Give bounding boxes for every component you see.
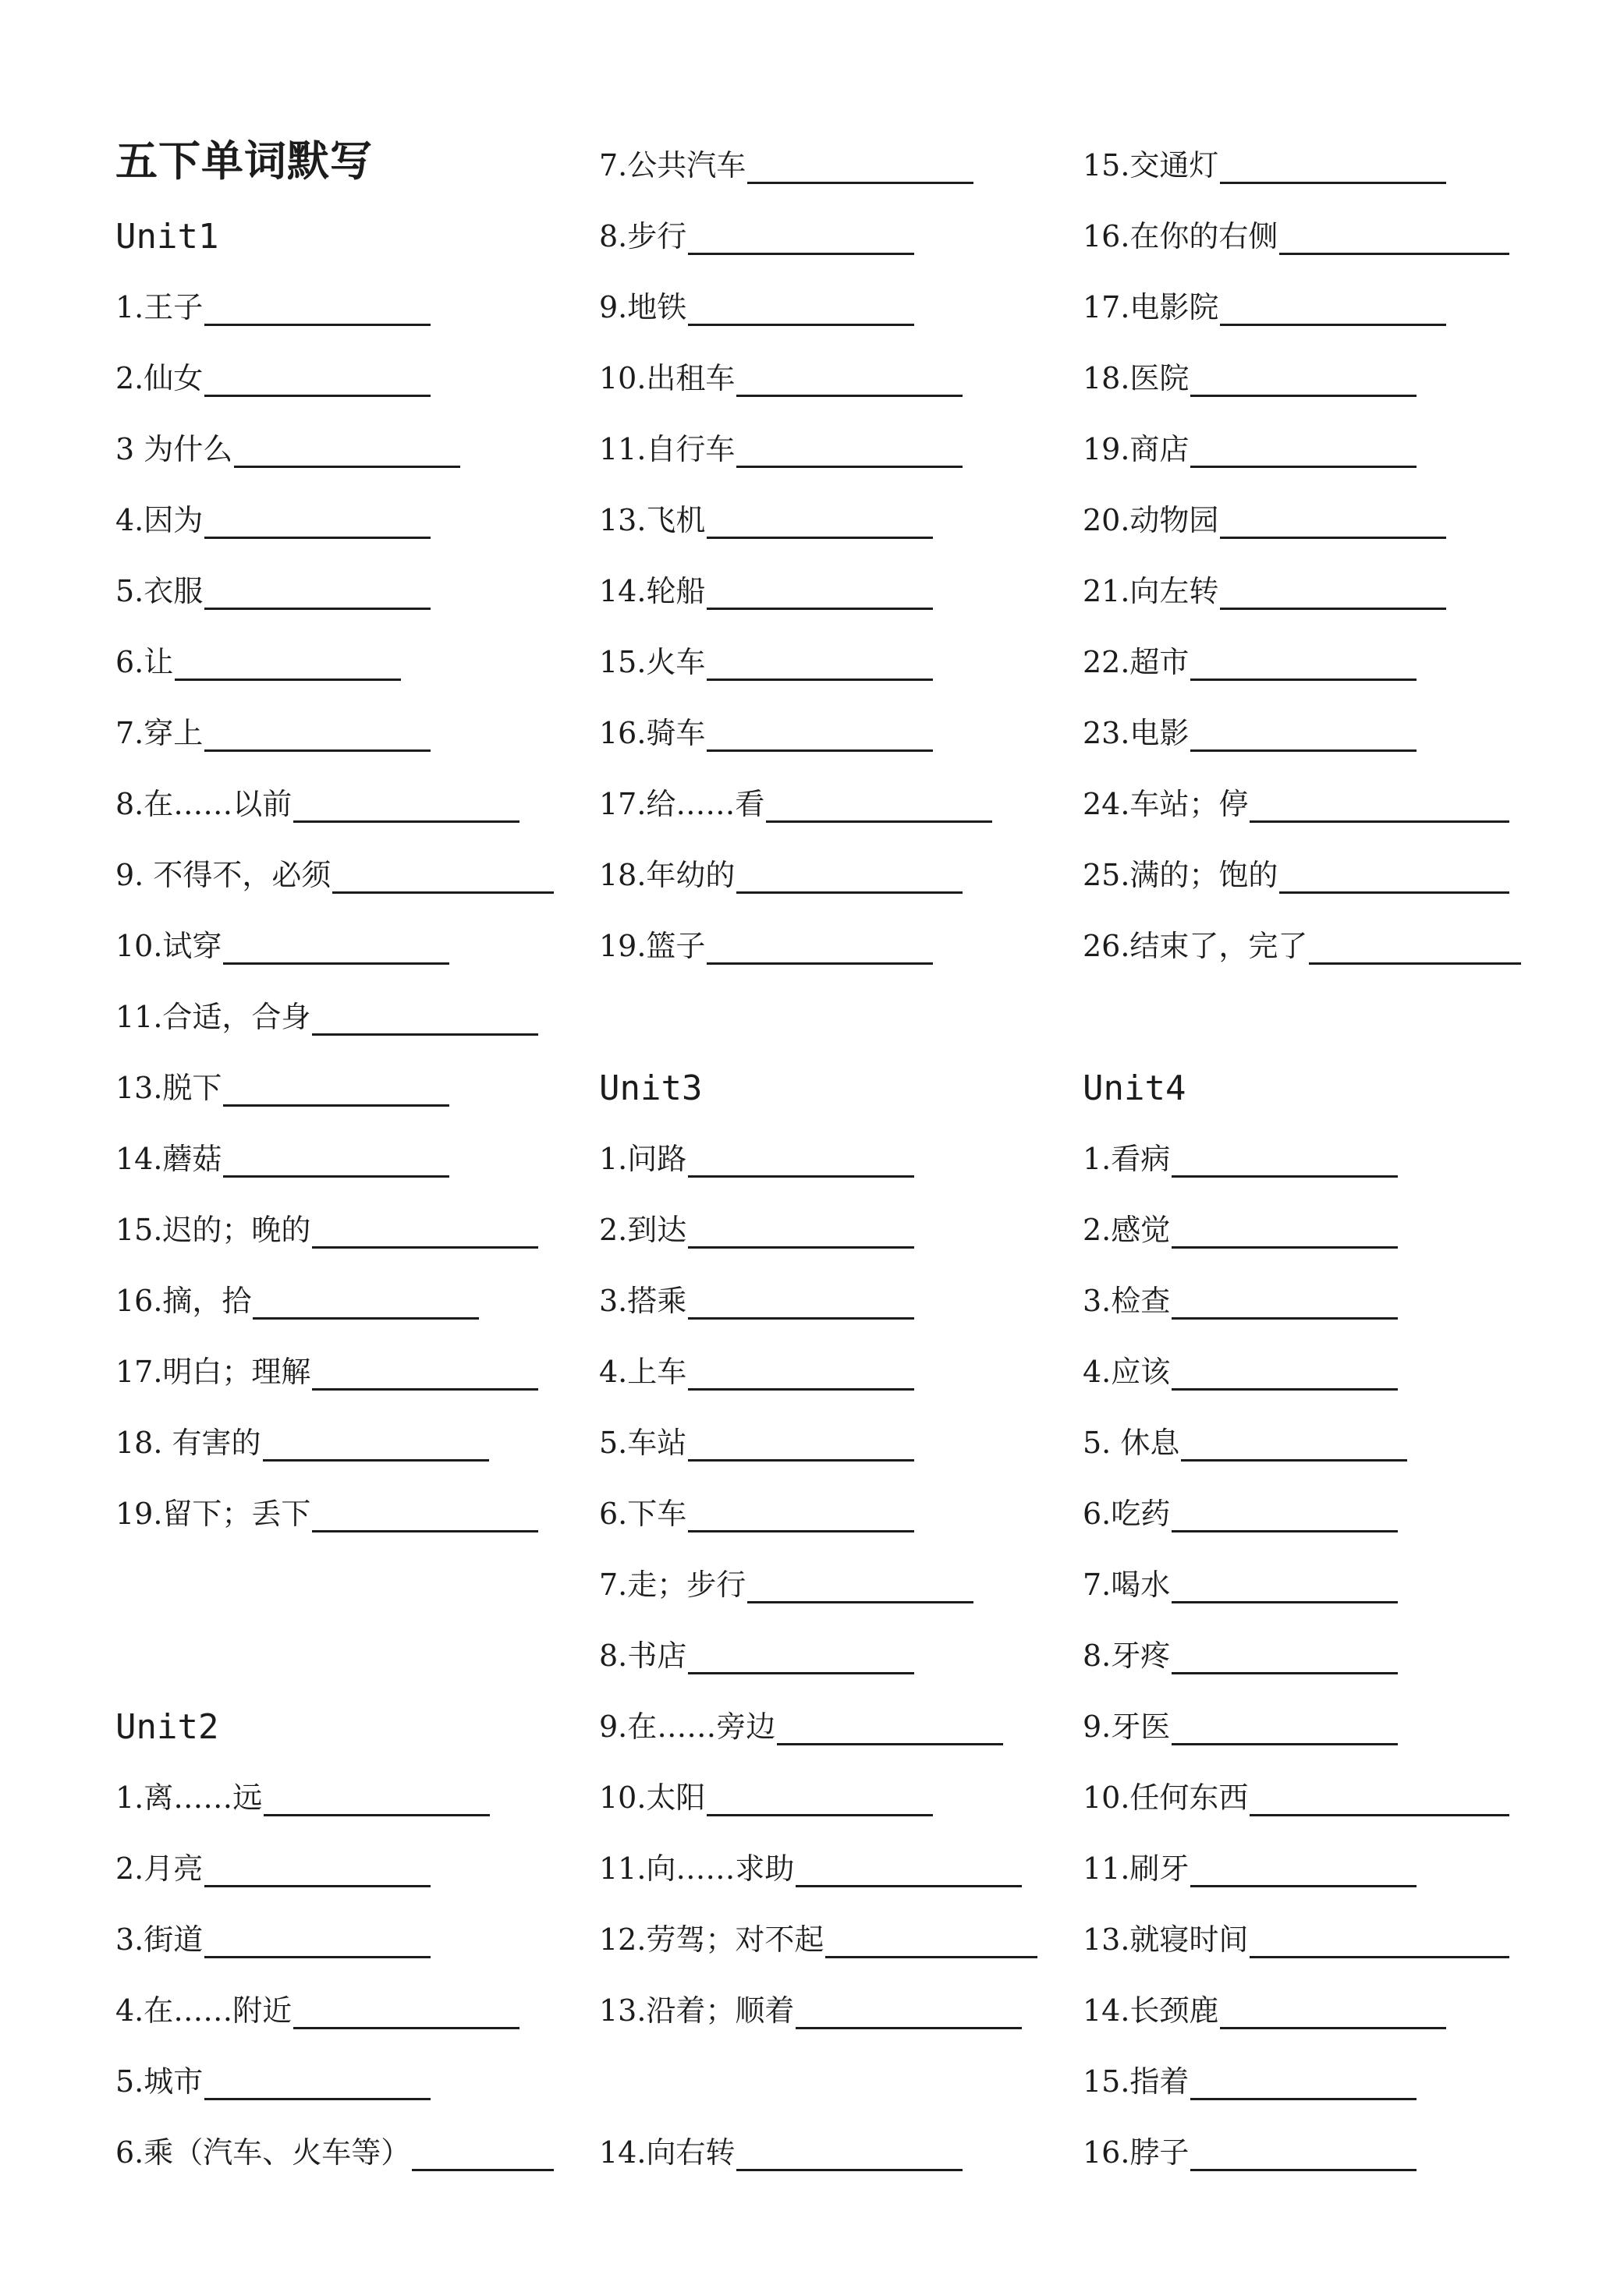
vocab-item [115, 1915, 431, 1958]
vocab-item [599, 1631, 914, 1674]
answer-blank[interactable] [412, 2138, 554, 2171]
vocab-prompt: 6.下车 [599, 1497, 687, 1531]
vocab-item [599, 1844, 1022, 1887]
answer-blank[interactable] [736, 434, 963, 468]
answer-blank[interactable] [1220, 505, 1446, 539]
vocab-item [1083, 140, 1446, 184]
vocab-item [1083, 211, 1509, 255]
vocab-item [1083, 1347, 1398, 1391]
answer-blank[interactable] [204, 292, 431, 326]
vocab-prompt: 6.让 [115, 645, 174, 679]
vocab-prompt: 24.车站；停 [1083, 787, 1249, 821]
vocab-prompt: 7.走；步行 [599, 1568, 746, 1602]
vocab-item [599, 566, 933, 610]
answer-blank[interactable] [1172, 1641, 1398, 1674]
answer-blank[interactable] [688, 1428, 914, 1462]
answer-blank[interactable] [1190, 718, 1417, 752]
vocab-prompt: 4.在……附近 [115, 1993, 293, 2028]
vocab-item [1083, 1418, 1407, 1462]
vocab-prompt: 8.书店 [599, 1639, 687, 1673]
vocab-prompt: 11.刷牙 [1083, 1851, 1190, 1886]
vocab-prompt: 22.超市 [1083, 645, 1190, 679]
vocab-prompt: 7.公共汽车 [599, 148, 746, 182]
vocab-item [1083, 637, 1417, 681]
vocab-item [1083, 1631, 1398, 1674]
answer-blank[interactable] [707, 718, 933, 752]
vocab-prompt: 6.乘（汽车、火车等） [115, 2135, 411, 2170]
answer-blank[interactable] [707, 1783, 933, 1816]
vocab-item [599, 1986, 1022, 2029]
answer-blank[interactable] [736, 363, 963, 397]
answer-blank[interactable] [293, 789, 519, 823]
vocab-prompt: 16.摘，拾 [115, 1284, 252, 1318]
vocab-item [1083, 353, 1417, 397]
vocab-item [599, 1276, 914, 1320]
vocab-prompt: 4.因为 [115, 503, 204, 537]
answer-blank[interactable] [204, 2067, 431, 2100]
vocab-item [599, 921, 933, 965]
answer-blank[interactable] [777, 1712, 1003, 1745]
answer-blank[interactable] [736, 860, 963, 894]
vocab-prompt: 7.穿上 [115, 716, 204, 750]
vocab-item [1083, 424, 1417, 468]
vocab-prompt: 3.街道 [115, 1922, 204, 1957]
vocab-item [1083, 1276, 1398, 1320]
vocab-prompt: 20.动物园 [1083, 503, 1219, 537]
answer-blank[interactable] [1190, 434, 1417, 468]
answer-blank[interactable] [264, 1783, 490, 1816]
vocab-prompt: 16.在你的右侧 [1083, 219, 1278, 253]
vocab-prompt: 10.试穿 [115, 929, 222, 963]
answer-blank[interactable] [688, 1215, 914, 1249]
vocab-item [115, 1063, 449, 1107]
vocab-prompt: 9.牙医 [1083, 1710, 1171, 1744]
vocab-prompt: 10.任何东西 [1083, 1780, 1249, 1815]
vocab-item [599, 708, 933, 752]
answer-blank[interactable] [1220, 151, 1446, 184]
vocab-item [115, 708, 431, 752]
vocab-item [1083, 1205, 1398, 1249]
vocab-item [599, 282, 914, 326]
vocab-prompt: 12.劳驾；对不起 [599, 1922, 824, 1957]
vocab-item [115, 424, 460, 468]
vocab-item [1083, 2128, 1417, 2171]
vocab-prompt: 13.飞机 [599, 503, 706, 537]
vocab-item [1083, 1915, 1509, 1958]
answer-blank[interactable] [1172, 1144, 1398, 1178]
vocab-prompt: 1.看病 [1083, 1142, 1171, 1176]
answer-blank[interactable] [736, 2138, 963, 2171]
vocab-item [599, 211, 914, 255]
vocab-item [599, 1702, 1003, 1745]
answer-blank[interactable] [747, 151, 973, 184]
answer-blank[interactable] [223, 1073, 449, 1107]
vocab-prompt: 9.在……旁边 [599, 1710, 776, 1744]
answer-blank[interactable] [688, 1144, 914, 1178]
vocab-prompt: 14.长颈鹿 [1083, 1993, 1219, 2028]
answer-blank[interactable] [223, 1144, 449, 1178]
answer-blank[interactable] [688, 1286, 914, 1320]
vocab-item [115, 992, 538, 1036]
vocab-prompt: 14.向右转 [599, 2135, 736, 2170]
answer-blank[interactable] [1172, 1286, 1398, 1320]
vocab-prompt: 1.王子 [115, 290, 204, 324]
vocab-prompt: 3 为什么 [115, 432, 233, 466]
answer-blank[interactable] [1309, 931, 1521, 965]
vocab-item [599, 1489, 914, 1532]
vocab-item [1083, 282, 1446, 326]
answer-blank[interactable] [688, 1641, 914, 1674]
answer-blank[interactable] [204, 1925, 431, 1958]
vocab-prompt: 17.给……看 [599, 787, 765, 821]
unit-heading: Unit3 [599, 1068, 703, 1108]
vocab-prompt: 6.吃药 [1083, 1497, 1171, 1531]
answer-blank[interactable] [1172, 1712, 1398, 1745]
answer-blank[interactable] [796, 1854, 1022, 1887]
vocab-prompt: 18. 有害的 [115, 1426, 261, 1460]
vocab-prompt: 2.到达 [599, 1213, 687, 1247]
answer-blank[interactable] [688, 221, 914, 255]
vocab-prompt: 4.上车 [599, 1355, 687, 1389]
unit-heading: Unit1 [115, 217, 219, 257]
answer-blank[interactable] [1172, 1499, 1398, 1532]
vocab-item [115, 2128, 554, 2171]
answer-blank[interactable] [204, 505, 431, 539]
vocab-item [1083, 1134, 1398, 1178]
vocab-prompt: 19.篮子 [599, 929, 706, 963]
vocab-item [1083, 566, 1446, 610]
vocab-item [599, 495, 933, 539]
answer-blank[interactable] [293, 1996, 519, 2029]
vocab-prompt: 17.明白；理解 [115, 1355, 311, 1389]
vocab-prompt: 16.骑车 [599, 716, 706, 750]
vocab-item [599, 1560, 973, 1603]
answer-blank[interactable] [263, 1428, 489, 1462]
answer-blank[interactable] [1172, 1357, 1398, 1391]
answer-blank[interactable] [1250, 1783, 1509, 1816]
answer-blank[interactable] [312, 1357, 538, 1391]
vocab-item [115, 921, 449, 965]
vocab-item [599, 637, 933, 681]
vocab-item [1083, 1844, 1417, 1887]
answer-blank[interactable] [1220, 1996, 1446, 2029]
vocab-prompt: 5.衣服 [115, 574, 204, 608]
vocab-prompt: 9. 不得不，必须 [115, 858, 332, 892]
vocab-prompt: 10.太阳 [599, 1780, 706, 1815]
vocab-prompt: 18.医院 [1083, 361, 1190, 395]
answer-blank[interactable] [1190, 1854, 1417, 1887]
vocab-prompt: 5. 休息 [1083, 1426, 1180, 1460]
vocab-item [1083, 2057, 1417, 2100]
vocab-prompt: 21.向左转 [1083, 574, 1219, 608]
answer-blank[interactable] [1181, 1428, 1407, 1462]
vocab-prompt: 7.喝水 [1083, 1568, 1171, 1602]
answer-blank[interactable] [1250, 789, 1509, 823]
answer-blank[interactable] [253, 1286, 479, 1320]
vocab-item [115, 566, 431, 610]
vocab-prompt: 16.脖子 [1083, 2135, 1190, 2170]
vocab-prompt: 10.出租车 [599, 361, 736, 395]
vocab-prompt: 3.搭乘 [599, 1284, 687, 1318]
vocab-prompt: 15.指着 [1083, 2064, 1190, 2099]
vocab-item [115, 637, 401, 681]
vocab-item [115, 850, 554, 894]
answer-blank[interactable] [204, 576, 431, 610]
vocab-prompt: 14.蘑菇 [115, 1142, 222, 1176]
answer-blank[interactable] [204, 1854, 431, 1887]
vocab-prompt: 19.商店 [1083, 432, 1190, 466]
answer-blank[interactable] [1190, 363, 1417, 397]
answer-blank[interactable] [688, 292, 914, 326]
vocab-item [115, 282, 431, 326]
vocab-prompt: 1.问路 [599, 1142, 687, 1176]
vocab-item [1083, 779, 1509, 823]
vocab-prompt: 1.离……远 [115, 1780, 263, 1815]
vocab-prompt: 13.脱下 [115, 1071, 222, 1105]
answer-blank[interactable] [1190, 2138, 1417, 2171]
vocab-item [115, 353, 431, 397]
vocab-item [115, 1276, 479, 1320]
answer-blank[interactable] [234, 434, 460, 468]
vocab-item [1083, 1986, 1446, 2029]
answer-blank[interactable] [223, 931, 449, 965]
vocab-item [115, 2057, 431, 2100]
vocab-prompt: 15.交通灯 [1083, 148, 1219, 182]
vocab-item [599, 2128, 963, 2171]
vocab-item [599, 353, 963, 397]
answer-blank[interactable] [312, 1002, 538, 1036]
unit-heading: Unit4 [1083, 1068, 1186, 1108]
vocab-item [115, 1773, 490, 1816]
answer-blank[interactable] [1172, 1215, 1398, 1249]
answer-blank[interactable] [1172, 1570, 1398, 1603]
answer-blank[interactable] [1250, 1925, 1509, 1958]
vocab-prompt: 11.自行车 [599, 432, 736, 466]
vocab-item [115, 495, 431, 539]
vocab-item [599, 1205, 914, 1249]
vocab-item [1083, 1489, 1398, 1532]
vocab-prompt: 9.地铁 [599, 290, 687, 324]
vocab-prompt: 15.迟的；晚的 [115, 1213, 311, 1247]
answer-blank[interactable] [707, 505, 933, 539]
vocab-item [115, 1205, 538, 1249]
vocab-item [599, 1773, 933, 1816]
vocab-item [599, 1134, 914, 1178]
vocab-prompt: 25.满的；饱的 [1083, 858, 1278, 892]
vocab-item [1083, 708, 1417, 752]
vocab-prompt: 17.电影院 [1083, 290, 1219, 324]
vocab-prompt: 11.向……求助 [599, 1851, 795, 1886]
vocab-item [115, 1134, 449, 1178]
answer-blank[interactable] [1190, 647, 1417, 681]
answer-blank[interactable] [688, 1357, 914, 1391]
vocab-prompt: 5.车站 [599, 1426, 687, 1460]
vocab-item [599, 779, 992, 823]
vocab-item [1083, 1702, 1398, 1745]
answer-blank[interactable] [707, 647, 933, 681]
vocab-item [599, 1915, 1037, 1958]
vocab-prompt: 13.就寝时间 [1083, 1922, 1249, 1957]
answer-blank[interactable] [747, 1570, 973, 1603]
vocab-item [599, 140, 973, 184]
answer-blank[interactable] [1220, 576, 1446, 610]
vocab-item [599, 850, 963, 894]
answer-blank[interactable] [1190, 2067, 1417, 2100]
answer-blank[interactable] [204, 363, 431, 397]
vocab-item [115, 1844, 431, 1887]
vocab-prompt: 2.仙女 [115, 361, 204, 395]
vocab-item [599, 424, 963, 468]
answer-blank[interactable] [707, 931, 933, 965]
vocab-item [1083, 1773, 1509, 1816]
answer-blank[interactable] [825, 1925, 1037, 1958]
answer-blank[interactable] [796, 1996, 1022, 2029]
vocab-prompt: 11.合适，合身 [115, 1000, 311, 1034]
answer-blank[interactable] [1279, 860, 1509, 894]
vocab-item [115, 1418, 489, 1462]
answer-blank[interactable] [707, 576, 933, 610]
vocab-item [1083, 495, 1446, 539]
answer-blank[interactable] [204, 718, 431, 752]
vocab-item [1083, 921, 1521, 965]
vocab-prompt: 26.结束了，完了 [1083, 929, 1308, 963]
vocab-prompt: 5.城市 [115, 2064, 204, 2099]
vocab-prompt: 18.年幼的 [599, 858, 736, 892]
vocab-prompt: 15.火车 [599, 645, 706, 679]
answer-blank[interactable] [1279, 221, 1509, 255]
vocab-item [115, 779, 519, 823]
vocab-prompt: 3.检查 [1083, 1284, 1171, 1318]
vocab-item [599, 1347, 914, 1391]
vocab-prompt: 23.电影 [1083, 716, 1190, 750]
vocab-prompt: 2.感觉 [1083, 1213, 1171, 1247]
vocab-prompt: 8.步行 [599, 219, 687, 253]
vocab-prompt: 4.应该 [1083, 1355, 1171, 1389]
page-title: 五下单词默写 [115, 136, 373, 186]
vocab-prompt: 2.月亮 [115, 1851, 204, 1886]
vocab-item [115, 1986, 519, 2029]
answer-blank[interactable] [312, 1215, 538, 1249]
vocab-prompt: 8.在……以前 [115, 787, 293, 821]
vocab-prompt: 8.牙疼 [1083, 1639, 1171, 1673]
answer-blank[interactable] [332, 860, 554, 894]
answer-blank[interactable] [175, 647, 401, 681]
vocab-prompt: 13.沿着；顺着 [599, 1993, 795, 2028]
answer-blank[interactable] [688, 1499, 914, 1532]
unit-heading: Unit2 [115, 1707, 219, 1747]
answer-blank[interactable] [1220, 292, 1446, 326]
vocab-prompt: 14.轮船 [599, 574, 706, 608]
vocab-item [599, 1418, 914, 1462]
vocab-item [1083, 850, 1509, 894]
vocab-item [115, 1489, 538, 1532]
vocab-item [115, 1347, 538, 1391]
vocab-prompt: 19.留下；丢下 [115, 1497, 311, 1531]
answer-blank[interactable] [766, 789, 992, 823]
answer-blank[interactable] [312, 1499, 538, 1532]
vocab-item [1083, 1560, 1398, 1603]
